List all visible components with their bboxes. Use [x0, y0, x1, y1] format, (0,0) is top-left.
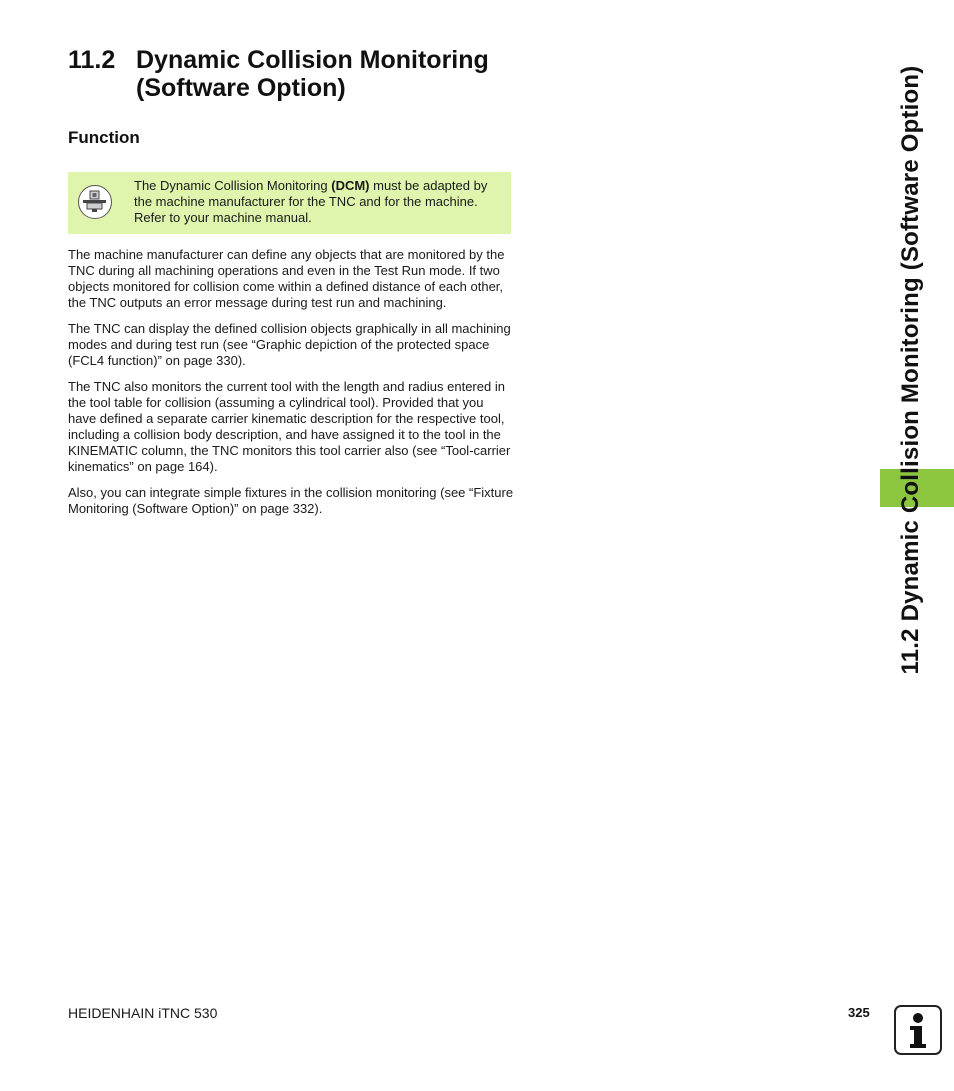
- side-running-title-text: 11.2 Dynamic Collision Monitoring (Software Option): [897, 65, 924, 675]
- note-text-bold: (DCM): [331, 178, 370, 193]
- paragraph: The TNC can display the defined collision objects graphically in all machining modes and during test run (see “Graphic depiction of the protected space (FCL4 function)” on page 330).: [68, 321, 511, 368]
- paragraph: Also, you can integrate simple fixtures in the collision monitoring (see “Fixture Monitoring (Software Option)” on page 332).: [68, 485, 514, 516]
- note-text: [134, 178, 506, 226]
- info-icon[interactable]: [894, 1005, 942, 1055]
- footer-product-name: HEIDENHAIN iTNC 530: [68, 1005, 218, 1021]
- section-heading: Dynamic Collision Monitoring (Software Option): [136, 46, 489, 102]
- paragraph: The TNC also monitors the current tool with the length and radius entered in the tool table for collision (assuming a cylindrical tool). Provided that you have defined a separate carrier kinematic description for the respective tool, including a collision body description, and have assigned it to the tool in the KINEMATIC column, the TNC monitors this tool carrier also (see “Tool-carrier kinematics” on page 164).: [68, 379, 511, 474]
- manufacturer-note: [68, 172, 511, 234]
- note-text-before: The Dynamic Collision Monitoring: [134, 178, 332, 193]
- page-number: 325: [848, 1005, 870, 1020]
- body-text: [68, 247, 514, 527]
- note-text-after: must be adapted by the machine manufacturer for the TNC and for the machine. Refer to your machine manual.: [134, 178, 488, 225]
- machine-manufacturer-icon: [78, 185, 112, 219]
- section-number: 11.2: [68, 46, 116, 74]
- subheading: Function: [68, 128, 140, 147]
- paragraph: The machine manufacturer can define any objects that are monitored by the TNC during all machining operations and even in the Test Run mode. If two objects monitored for collision come within a defined distance of each other, the TNC outputs an error message during test run and machining.: [68, 247, 505, 310]
